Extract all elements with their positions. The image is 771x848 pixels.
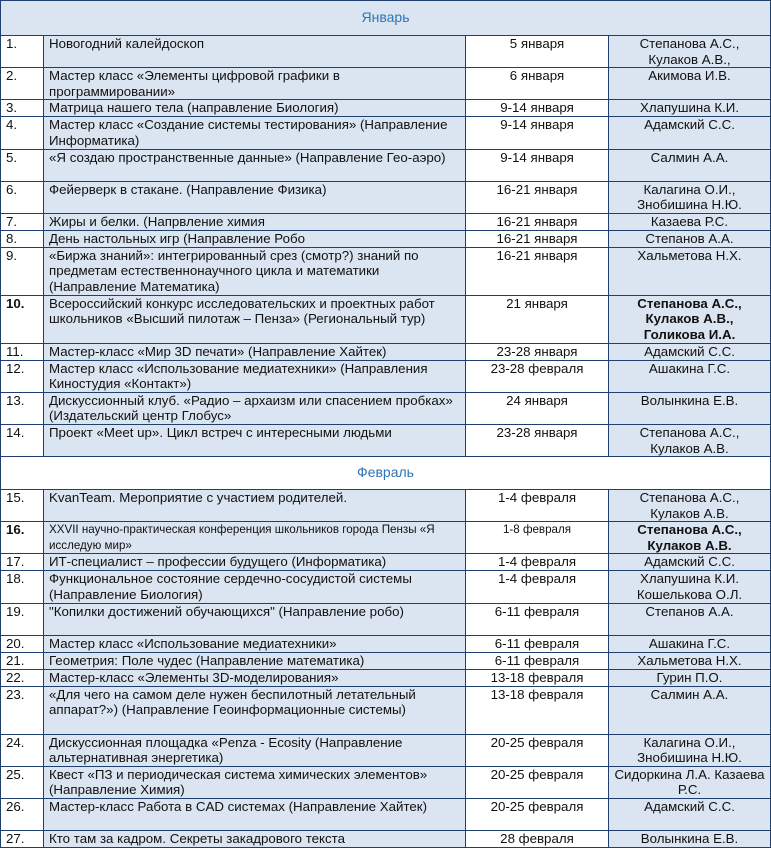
row-number: 7. (1, 213, 44, 230)
table-row (1, 554, 771, 571)
event-title: Всероссийский конкурс исследовательских и проектных работ школьников «Высший пилотаж – Пенза» (Региональный тур) (44, 295, 466, 343)
event-title: Квест «ПЗ и периодическая система химических элементов» (Направление Химия) (44, 766, 466, 798)
event-title: Жиры и белки. (Напрвление химия (44, 213, 466, 230)
event-date: 5 января (466, 36, 609, 68)
responsible-persons: Салмин А.А. (609, 686, 771, 734)
month-header-row (1, 457, 771, 490)
responsible-persons: Ашакина Г.С. (609, 635, 771, 652)
responsible-persons: Степанова А.С., Кулаков А.В., (609, 36, 771, 68)
event-date: 6 января (466, 68, 609, 100)
row-number: 17. (1, 554, 44, 571)
table-row (1, 36, 771, 68)
event-title: Функциональное состояние сердечно-сосудистой системы (Направление Биология) (44, 571, 466, 603)
responsible-persons: Степанова А.С., Кулаков А.В. (609, 490, 771, 522)
event-date: 23-28 января (466, 343, 609, 360)
responsible-persons: Степанова А.С., Кулаков А.В. (609, 424, 771, 456)
event-title: «Для чего на самом деле нужен беспилотный летательный аппарат?») (Направление Геоинформационные системы) (44, 686, 466, 734)
row-number: 10. (1, 295, 44, 343)
row-number: 21. (1, 652, 44, 669)
table-row (1, 686, 771, 734)
table-row (1, 213, 771, 230)
event-date: 23-28 января (466, 424, 609, 456)
table-row (1, 100, 771, 117)
event-title: "Копилки достижений обучающихся" (Направление робо) (44, 603, 466, 635)
responsible-persons: Хлапушина К.И. (609, 100, 771, 117)
schedule-body (1, 1, 771, 848)
row-number: 9. (1, 247, 44, 295)
responsible-persons: Хлапушина К.И. Кошелькова О.Л. (609, 571, 771, 603)
responsible-persons: Гурин П.О. (609, 669, 771, 686)
responsible-persons: Хальметова Н.Х. (609, 652, 771, 669)
event-date: 6-11 февраля (466, 635, 609, 652)
event-title: «Биржа знаний»: интегрированный срез (смотр?) знаний по предметам естественнонаучного цикла и математики (Направление Математика) (44, 247, 466, 295)
table-row (1, 424, 771, 456)
table-row (1, 247, 771, 295)
row-number: 2. (1, 68, 44, 100)
table-row (1, 635, 771, 652)
table-row (1, 343, 771, 360)
event-date: 6-11 февраля (466, 603, 609, 635)
event-date: 20-25 февраля (466, 766, 609, 798)
table-row (1, 392, 771, 424)
event-date: 9-14 января (466, 117, 609, 149)
table-row (1, 603, 771, 635)
row-number: 1. (1, 36, 44, 68)
table-row (1, 149, 771, 181)
row-number: 11. (1, 343, 44, 360)
event-title: «Я создаю пространственные данные» (Направление Гео-аэро) (44, 149, 466, 181)
table-row (1, 360, 771, 392)
table-row (1, 734, 771, 766)
row-number: 12. (1, 360, 44, 392)
row-number: 4. (1, 117, 44, 149)
event-title: Кто там за кадром. Секреты закадрового текста (44, 831, 466, 848)
row-number: 27. (1, 831, 44, 848)
event-date: 28 февраля (466, 831, 609, 848)
event-date: 16-21 января (466, 230, 609, 247)
event-date: 9-14 января (466, 100, 609, 117)
responsible-persons: Салмин А.А. (609, 149, 771, 181)
event-date: 24 января (466, 392, 609, 424)
event-title: XXVII научно-практическая конференция школьников города Пензы «Я исследую мир» (44, 522, 466, 554)
responsible-persons: Хальметова Н.Х. (609, 247, 771, 295)
event-date: 13-18 февраля (466, 686, 609, 734)
table-row (1, 571, 771, 603)
responsible-persons: Адамский С.С. (609, 799, 771, 831)
table-row (1, 652, 771, 669)
event-date: 20-25 февраля (466, 734, 609, 766)
table-row (1, 766, 771, 798)
table-row (1, 117, 771, 149)
row-number: 8. (1, 230, 44, 247)
event-date: 16-21 января (466, 213, 609, 230)
event-title: Мастер класс «Создание системы тестирования» (Направление Информатика) (44, 117, 466, 149)
row-number: 3. (1, 100, 44, 117)
event-date: 23-28 февраля (466, 360, 609, 392)
event-title: Мастер-класс Работа в CAD системах (Направление Хайтек) (44, 799, 466, 831)
event-title: Мастер класс «Использование медиатехники» (44, 635, 466, 652)
event-date: 1-8 февраля (466, 522, 609, 554)
responsible-persons: Адамский С.С. (609, 554, 771, 571)
event-date: 13-18 февраля (466, 669, 609, 686)
row-number: 20. (1, 635, 44, 652)
event-date: 6-11 февраля (466, 652, 609, 669)
table-row (1, 669, 771, 686)
responsible-persons: Степанова А.С., Кулаков А.В., Голикова И.А. (609, 295, 771, 343)
responsible-persons: Калагина О.И., Знобишина Н.Ю. (609, 734, 771, 766)
responsible-persons: Адамский С.С. (609, 343, 771, 360)
row-number: 26. (1, 799, 44, 831)
responsible-persons: Волынкина Е.В. (609, 392, 771, 424)
responsible-persons: Адамский С.С. (609, 117, 771, 149)
event-title: Мастер класс «Элементы цифровой графики в программировании» (44, 68, 466, 100)
row-number: 16. (1, 522, 44, 554)
table-row (1, 295, 771, 343)
row-number: 5. (1, 149, 44, 181)
table-row (1, 799, 771, 831)
responsible-persons: Ашакина Г.С. (609, 360, 771, 392)
event-title: Фейерверк в стакане. (Направление Физика) (44, 181, 466, 213)
event-date: 21 января (466, 295, 609, 343)
event-title: День настольных игр (Направление Робо (44, 230, 466, 247)
event-title: Геометрия: Поле чудес (Направление математика) (44, 652, 466, 669)
event-date: 9-14 января (466, 149, 609, 181)
month-header: Январь (1, 1, 771, 36)
table-row (1, 230, 771, 247)
row-number: 25. (1, 766, 44, 798)
responsible-persons: Сидоркина Л.А. Казаева Р.С. (609, 766, 771, 798)
row-number: 24. (1, 734, 44, 766)
responsible-persons: Степанов А.А. (609, 603, 771, 635)
table-row (1, 831, 771, 848)
row-number: 22. (1, 669, 44, 686)
event-date: 1-4 февраля (466, 490, 609, 522)
event-date: 1-4 февраля (466, 571, 609, 603)
event-date: 20-25 февраля (466, 799, 609, 831)
table-row (1, 490, 771, 522)
responsible-persons: Акимова И.В. (609, 68, 771, 100)
event-title: Матрица нашего тела (направление Биология) (44, 100, 466, 117)
responsible-persons: Степанова А.С., Кулаков А.В. (609, 522, 771, 554)
month-header: Февраль (1, 457, 771, 490)
responsible-persons: Степанов А.А. (609, 230, 771, 247)
table-row (1, 68, 771, 100)
row-number: 6. (1, 181, 44, 213)
event-title: Проект «Meet up». Цикл встреч с интересными людьми (44, 424, 466, 456)
event-title: Новогодний калейдоскоп (44, 36, 466, 68)
row-number: 14. (1, 424, 44, 456)
table-row (1, 181, 771, 213)
responsible-persons: Волынкина Е.В. (609, 831, 771, 848)
event-title: ИТ-специалист – профессии будущего (Информатика) (44, 554, 466, 571)
month-header-row (1, 1, 771, 36)
event-date: 16-21 января (466, 247, 609, 295)
row-number: 23. (1, 686, 44, 734)
event-date: 16-21 января (466, 181, 609, 213)
event-title: Мастер-класс «Элементы 3D-моделирования» (44, 669, 466, 686)
event-title: Дискуссионная площадка «Penza - Ecosity (Направление альтернативная энергетика) (44, 734, 466, 766)
event-date: 1-4 февраля (466, 554, 609, 571)
row-number: 15. (1, 490, 44, 522)
event-title: Мастер-класс «Мир 3D печати» (Направление Хайтек) (44, 343, 466, 360)
row-number: 19. (1, 603, 44, 635)
event-title: Дискуссионный клуб. «Радио – архаизм или спасением пробках» (Издательский центр Глобус» (44, 392, 466, 424)
responsible-persons: Казаева Р.С. (609, 213, 771, 230)
table-row (1, 522, 771, 554)
responsible-persons: Калагина О.И., Знобишина Н.Ю. (609, 181, 771, 213)
row-number: 18. (1, 571, 44, 603)
event-title: Мастер класс «Использование медиатехники» (Направления Киностудия «Контакт») (44, 360, 466, 392)
row-number: 13. (1, 392, 44, 424)
event-title: KvanTeam. Мероприятие с участием родителей. (44, 490, 466, 522)
